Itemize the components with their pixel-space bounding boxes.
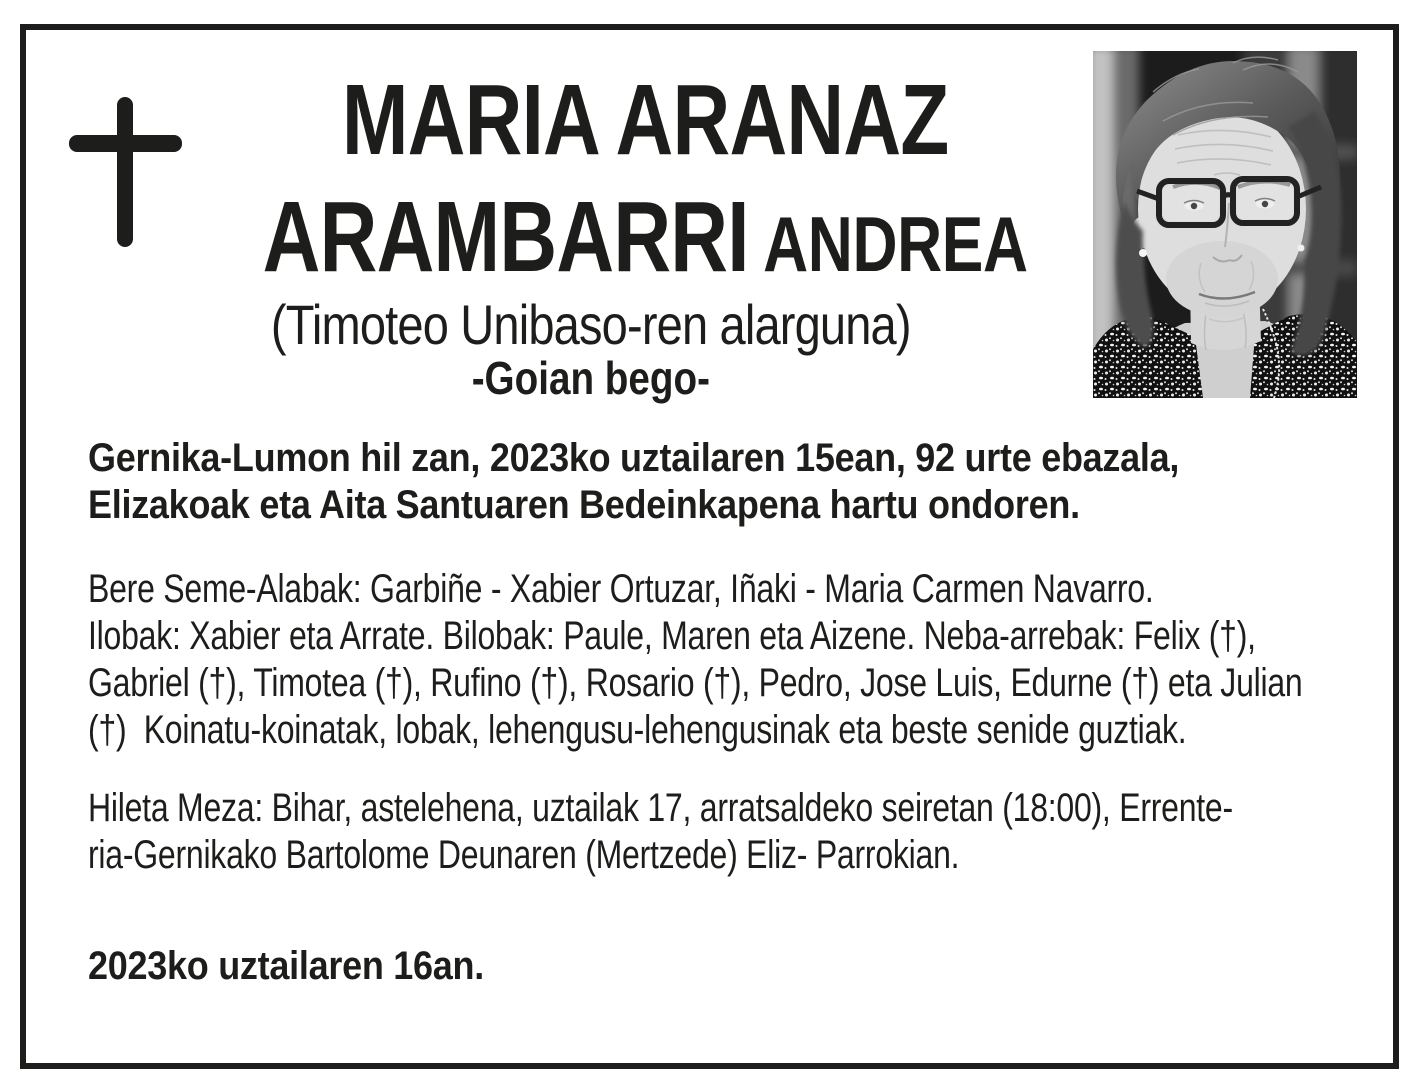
announcement-line: Gernika-Lumon hil zan, 2023ko uztailaren 15ean, 92 urte ebazala, bbox=[88, 436, 1180, 480]
notice-date-text: 2023ko uztailaren 16an. bbox=[88, 944, 484, 988]
deceased-photo bbox=[1093, 51, 1357, 398]
relation-subtitle-text: (Timoteo Unibaso-ren alarguna) bbox=[270, 293, 911, 356]
family-line: (†) Koinatu-koinatak, lobak, lehengusu-lehengusinak eta beste senide guztiak. bbox=[88, 708, 1187, 752]
heading-block bbox=[88, 0, 1093, 420]
announcement-paragraph bbox=[88, 435, 1300, 529]
family-line: Ilobak: Xabier eta Arrate. Bilobak: Paule, Maren eta Aizene. Neba-arrebak: Felix (†), bbox=[88, 614, 1256, 658]
funeral-line: ria-Gernikako Bartolome Deunaren (Mertzede) Eliz- Parrokian. bbox=[88, 833, 960, 877]
deceased-name-line2-group bbox=[262, 181, 1029, 294]
memorial-motto bbox=[88, 353, 1093, 403]
memorial-motto-text: -Goian bego- bbox=[471, 352, 710, 404]
deceased-honorific: ANDREA bbox=[763, 200, 1029, 288]
funeral-line: Hileta Meza: Bihar, astelehena, uztailak 17, arratsaldeko seiretan (18:00), Errente- bbox=[88, 786, 1233, 830]
deceased-name-line2 bbox=[88, 181, 1093, 294]
family-paragraph bbox=[88, 566, 1424, 754]
funeral-paragraph bbox=[88, 785, 1424, 879]
notice-date bbox=[88, 943, 528, 990]
deceased-name-line1 bbox=[88, 64, 1093, 176]
family-line: Bere Seme-Alabak: Garbiñe - Xabier Ortuzar, Iñaki - Maria Carmen Navarro. bbox=[88, 567, 1154, 611]
family-line: Gabriel (†), Timotea (†), Rufino (†), Rosario (†), Pedro, Jose Luis, Edurne (†) eta Julian bbox=[88, 661, 1303, 705]
relation-subtitle bbox=[88, 295, 1093, 355]
announcement-line: Elizakoak eta Aita Santuaren Bedeinkapena hartu ondoren. bbox=[88, 483, 1080, 527]
deceased-name-line1-text: MARIA ARANAZ bbox=[342, 64, 949, 176]
deceased-surname: ARAMBARRI bbox=[262, 181, 750, 293]
